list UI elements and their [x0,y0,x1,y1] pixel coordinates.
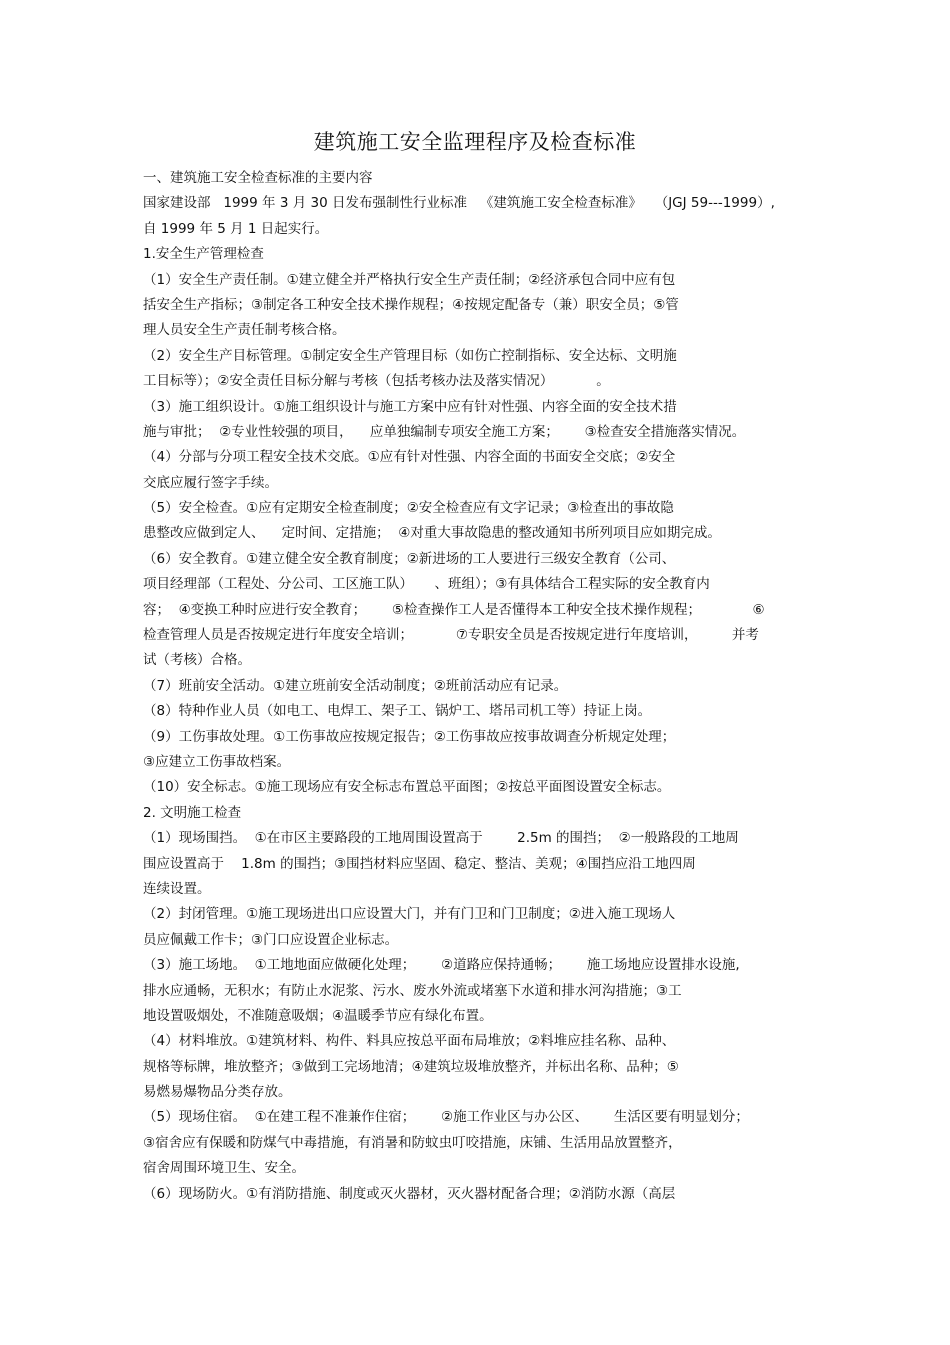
text-line: （6）安全教育。①建立健全安全教育制度；②新进场的工人要进行三级安全教育（公司、 [143,550,676,567]
text-line: 理人员安全生产责任制考核合格。 [143,322,346,339]
text-line: （3）施工组织设计。①施工组织设计与施工方案中应有针对性强、内容全面的安全技术措 [143,398,677,415]
text-line: 试（考核）合格。 [143,652,251,669]
document-body [143,166,815,1207]
text-line: （4）分部与分项工程安全技术交底。①应有针对性强、内容全面的书面安全交底；②安全 [143,449,676,466]
text-line: （10）安全标志。①施工现场应有安全标志布置总平面图；②按总平面图设置安全标志。 [143,779,671,796]
text-line: 括安全生产指标；③制定各工种安全技术操作规程；④按规定配备专（兼）职安全员；⑤管 [143,296,679,313]
text-line: 员应佩戴工作卡；③门口应设置企业标志。 [143,931,399,948]
text-line: （8）特种作业人员（如电工、电焊工、架子工、锅炉工、塔吊司机工等）持证上岗。 [143,703,652,720]
text-line: （6）现场防火。①有消防措施、制度或灭火器材，灭火器材配备合理；②消防水源（高层 [143,1185,676,1202]
text-line: （5）现场住宿。 ①在建工程不准兼作住宿； ②施工作业区与办公区、 生活区要有明显划分； [143,1109,749,1126]
text-line: 患整改应做到定人、 定时间、定措施； ④对重大事故隐患的整改通知书所列项目应如期完成。 [143,525,721,542]
text-line: 规格等标牌，堆放整齐；③做到工完场地清；④建筑垃圾堆放整齐，并标出名称、品种；⑤ [143,1058,679,1075]
text-line: 易燃易爆物品分类存放。 [143,1084,292,1101]
text-line: 项目经理部（工程处、分公司、工区施工队） 、班组）；③有具体结合工程实际的安全教育内 [143,576,710,593]
text-line: （1）现场围挡。 ①在市区主要路段的工地周围设置高于 2.5m 的围挡； ②一般路段的工地周 [143,830,739,847]
text-line: 施与审批； ②专业性较强的项目， 应单独编制专项安全施工方案； ③检查安全措施落实情况。 [143,423,746,440]
text-line: （4）材料堆放。①建筑材料、构件、料具应按总平面布局堆放；②料堆应挂名称、品种、 [143,1033,676,1050]
text-line: 容； ④变换工种时应进行安全教育； ⑤检查操作工人是否懂得本工种安全技术操作规程； ⑥ [143,601,765,618]
text-line: 宿舍周围环境卫生、安全。 [143,1160,305,1177]
text-line: 连续设置。 [143,880,211,897]
text-line: 2. 文明施工检查 [143,804,242,821]
text-line: （3）施工场地。 ①工地地面应做硬化处理； ②道路应保持通畅； 施工场地应设置排水设施, [143,957,740,974]
text-line: （2）封闭管理。①施工现场进出口应设置大门，并有门卫和门卫制度；②进入施工现场人 [143,906,676,923]
text-line: 围应设置高于 1.8m 的围挡；③围挡材料应坚固、稳定、整洁、美观；④围挡应沿工地四周 [143,855,696,872]
text-line: 地设置吸烟处，不准随意吸烟；④温暖季节应有绿化布置。 [143,1007,493,1024]
text-line: （9）工伤事故处理。①工伤事故应按规定报告；②工伤事故应按事故调查分析规定处理； [143,728,676,745]
text-line: （2）安全生产目标管理。①制定安全生产管理目标（如伤亡控制指标、安全达标、文明施 [143,347,677,364]
text-line: 一、建筑施工安全检查标准的主要内容 [143,170,373,186]
text-line: （1）安全生产责任制。①建立健全并严格执行安全生产责任制；②经济承包合同中应有包 [143,271,676,288]
text-line: 自 1999 年 5 月 1 日起实行。 [143,220,329,237]
text-line: ③宿舍应有保暖和防煤气中毒措施，有消暑和防蚊虫叮咬措施，床铺、生活用品放置整齐， [143,1134,682,1151]
text-line: 排水应通畅，无积水；有防止水泥浆、污水、废水外流或堵塞下水道和排水河沟措施；③工 [143,982,682,999]
text-line: （5）安全检查。①应有定期安全检查制度；②安全检查应有文字记录；③检查出的事故隐 [143,500,674,517]
text-line: ③应建立工伤事故档案。 [143,753,291,770]
text-line: （7）班前安全活动。①建立班前安全活动制度；②班前活动应有记录。 [143,677,568,694]
text-line: 交底应履行签字手续。 [143,474,278,491]
text-line: 国家建设部 1999 年 3 月 30 日发布强制性行业标准 《建筑施工安全检查标准》 （JGJ 59---1999）, [143,195,775,212]
text-line: 检查管理人员是否按规定进行年度安全培训； ⑦专职安全员是否按规定进行年度培训， 并考 [143,627,759,644]
document-title: 建筑施工安全监理程序及检查标准 [313,130,637,154]
text-line: 1.安全生产管理检查 [143,246,264,263]
text-line: 工目标等）；②安全责任目标分解与考核（包括考核办法及落实情况） 。 [143,373,610,390]
